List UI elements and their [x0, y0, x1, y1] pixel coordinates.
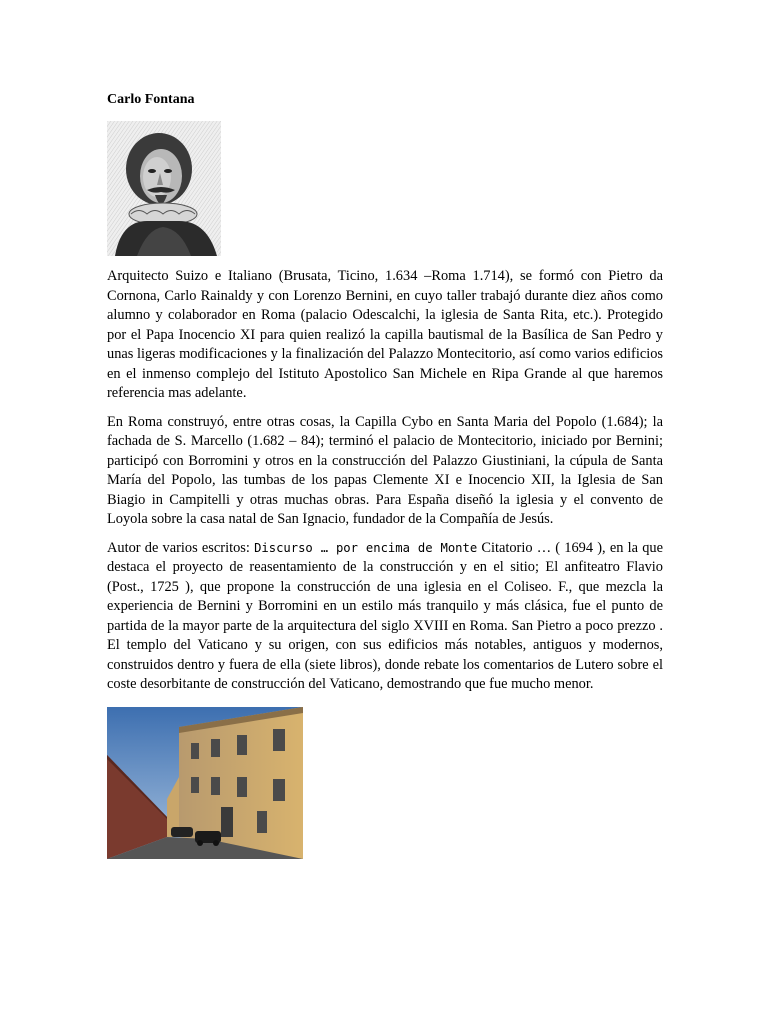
document-title: Carlo Fontana	[107, 92, 195, 107]
document-page	[107, 90, 663, 859]
paragraph-3-rest: Citatorio … ( 1694 ), en la que destaca el proyecto de reasentamiento de la construcción y en el sitio; El anfiteatro Flavio (Post., 1725 ), que propone la construcción de una iglesia en el Coliseo. F., que mezcla la experiencia de Bernini y Borromini en un estilo más tranquilo y más clásica, fue el punto de partida de la mayor parte de la arquitectura del siglo XVIII en Roma. San Pietro a poco prezzo . El templo del Vaticano y su origen, con sus edificios más notables, antiguos y modernos, construidos dentro y fuera de ella (siete libros), donde rebate los comentarios de Lutero sobre el coste desorbitante de construcción del Vaticano, demostrando que fue mucho menor.	[107, 539, 663, 692]
paragraph-3-lead: Autor de varios escritos:	[107, 539, 255, 556]
street-photo	[107, 707, 303, 859]
paragraph-1: Arquitecto Suizo e Italiano (Brusata, Ticino, 1.634 –Roma 1.714), se formó con Pietro da Cornona, Carlo Rainaldy y con Lorenzo Bernini, en cuyo taller trabajó durante diez años como alumno y colaborador en Roma (palacio Odescalchi, la iglesia de Santa Rita, etc.). Protegido por el Papa Inocencio XI para quien realizó la capilla bautismal de la Basílica de San Pedro y unas ligeras modificaciones y la finalización del Palazzo Montecitorio, así como varios edificios en el inmenso complejo del Istituto Apostolico San Michele en Ripa Grande al que haremos referencia mas adelante.	[107, 268, 663, 401]
paragraph-3-mono: Discurso … por encima de Monte	[254, 540, 478, 555]
portrait-image	[107, 121, 221, 256]
paragraph-2: En Roma construyó, entre otras cosas, la Capilla Cybo en Santa Maria del Popolo (1.684); la fachada de S. Marcello (1.682 – 84); terminó el palacio de Montecitorio, iniciado por Bernini; participó con Borromini y otros en la construcción del Palazzo Giustiniani, la cúpula de Santa María del Popolo, las tumbas de los papas Clemente XI e Inocencio XII, la Iglesia de San Biagio in Campitelli y otras muchas obras. Para España diseñó la iglesia y el convento de Loyola sobre la casa natal de San Ignacio, fundador de la Compañía de Jesús.	[107, 413, 663, 527]
paragraph-3	[107, 539, 663, 695]
